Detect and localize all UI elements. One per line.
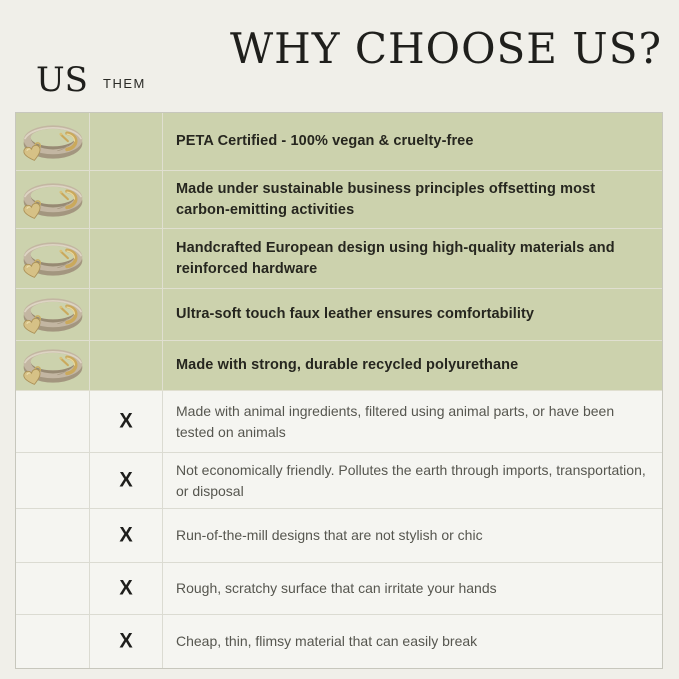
x-mark: X [119,629,133,653]
them-cell [90,615,163,668]
them-cell [90,453,163,508]
column-label-us: US [36,60,88,100]
table-row [16,563,662,615]
feature-text: Handcrafted European design using high-quality materials and reinforced hardware [176,239,615,277]
feature-text-cell [163,229,662,288]
us-cell [16,563,90,614]
x-mark: X [119,468,133,492]
them-cell [90,509,163,562]
table-row [16,391,662,453]
header [0,0,679,112]
us-cell [16,113,90,170]
table-row [16,615,662,668]
us-cell [16,289,90,340]
x-mark: X [119,576,133,600]
feature-text-cell [163,563,662,614]
us-cell [16,391,90,452]
us-cell [16,615,90,668]
x-mark: X [119,409,133,433]
table-row [16,229,662,289]
x-mark: X [119,523,133,547]
them-cell [90,229,163,288]
us-cell [16,171,90,228]
feature-text-cell [163,289,662,340]
feature-text: Rough, scratchy surface that can irritate your hands [176,580,497,596]
bracelet-product-image [18,343,88,389]
table-row [16,509,662,563]
feature-text-cell [163,615,662,668]
bracelet-product-image [18,292,88,338]
us-cell [16,453,90,508]
comparison-table [15,112,663,669]
page-title: WHY CHOOSE US? [230,24,662,73]
us-cell [16,229,90,288]
feature-text: Ultra-soft touch faux leather ensures comfortability [176,306,535,322]
feature-text: Run-of-the-mill designs that are not stylish or chic [176,527,483,543]
feature-text-cell [163,341,662,390]
feature-text-cell [163,509,662,562]
bracelet-product-image [18,119,88,165]
bracelet-product-image [18,177,88,223]
column-label-them: THEM [103,76,146,91]
table-row [16,453,662,509]
table-row [16,289,662,341]
them-cell [90,341,163,390]
them-cell [90,289,163,340]
feature-text-cell [163,171,662,228]
feature-text: Made with strong, durable recycled polyurethane [176,357,519,373]
feature-text: Not economically friendly. Pollutes the earth through imports, transportation, or disposal [176,461,646,499]
feature-text-cell [163,391,662,452]
feature-text: PETA Certified - 100% vegan & cruelty-free [176,133,474,149]
feature-text-cell [163,113,662,170]
feature-text: Made with animal ingredients, filtered using animal parts, or have been tested on animals [176,402,615,440]
table-row [16,341,662,391]
table-row [16,113,662,171]
us-cell [16,341,90,390]
feature-text: Cheap, thin, flimsy material that can easily break [176,633,478,649]
them-cell [90,113,163,170]
them-cell [90,171,163,228]
bracelet-product-image [18,236,88,282]
feature-text: Made under sustainable business principles offsetting most carbon-emitting activities [176,180,596,218]
table-row [16,171,662,229]
them-cell [90,563,163,614]
us-cell [16,509,90,562]
feature-text-cell [163,453,662,508]
them-cell [90,391,163,452]
